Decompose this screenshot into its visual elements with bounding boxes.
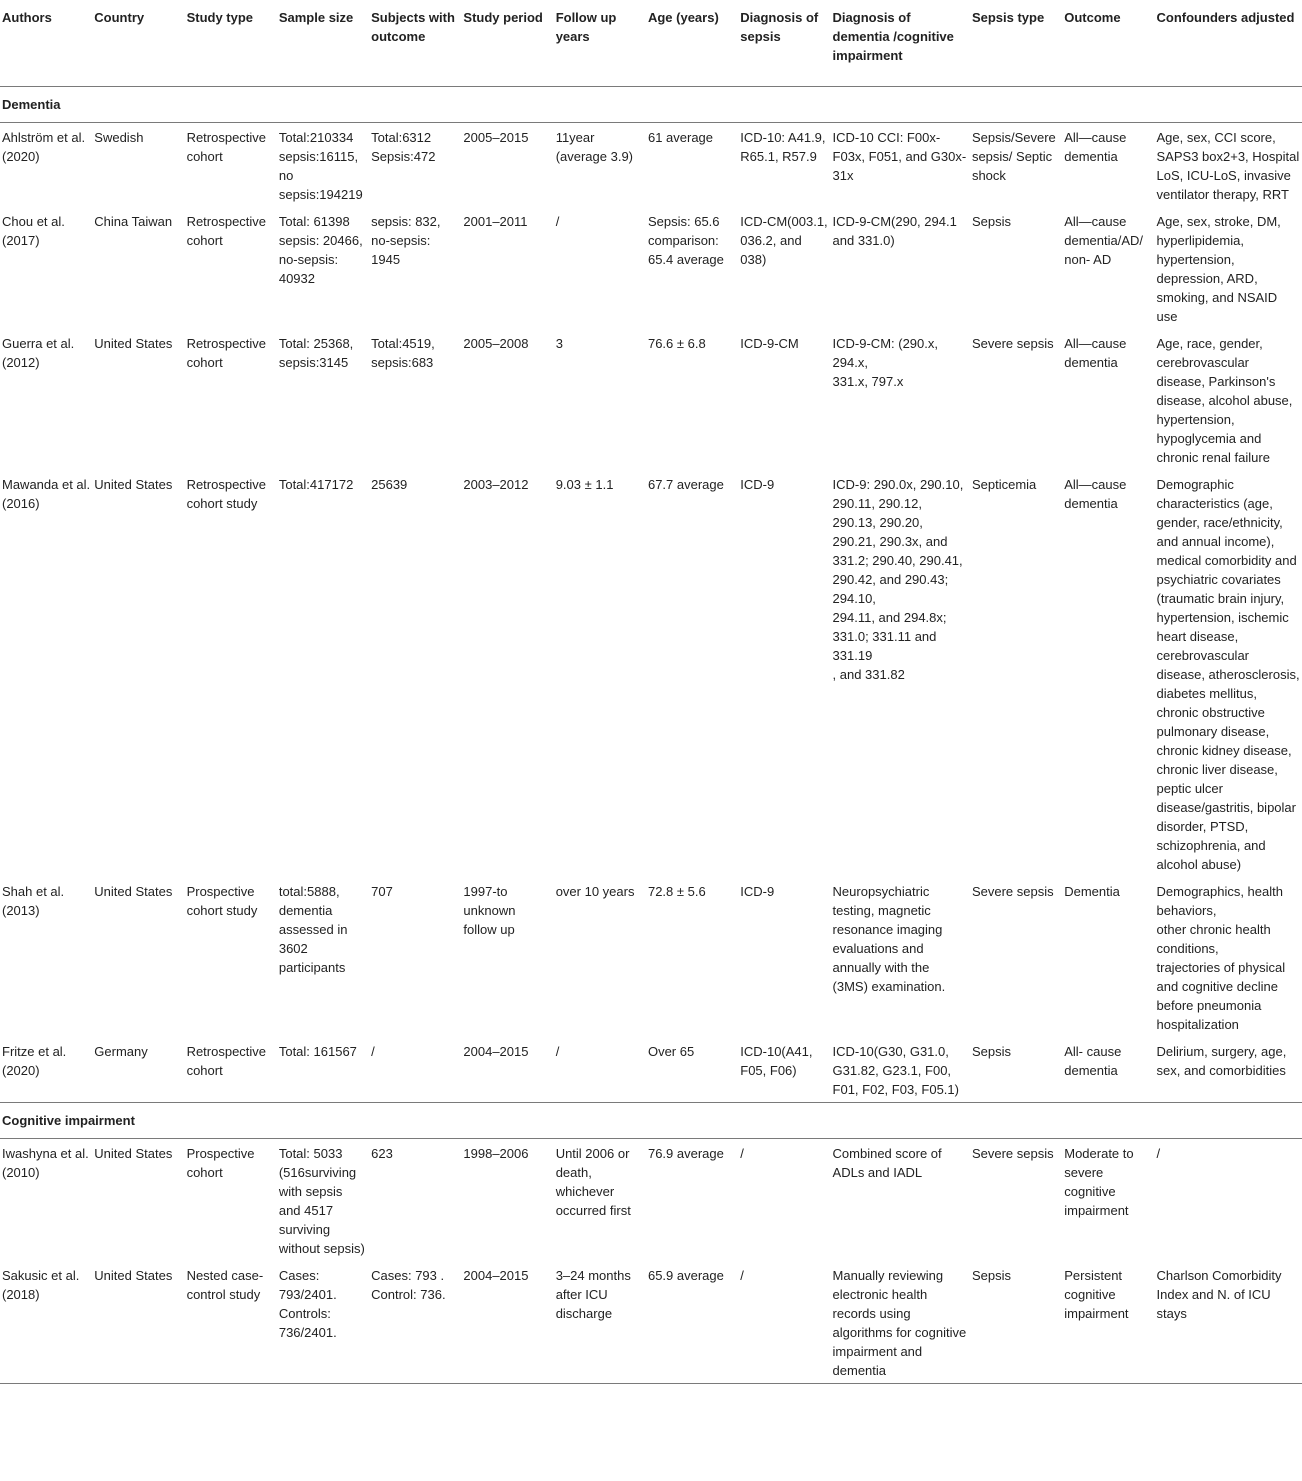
cell-study-type: Prospective cohort study [186, 884, 258, 918]
cell-sample-size: Total:210334 sepsis:16115, no sepsis:194219 [278, 130, 363, 202]
table-row [0, 207, 1302, 329]
table-row [0, 1037, 1302, 1103]
cell-age: 76.9 average [647, 1146, 724, 1161]
cell-study-type: Retrospective cohort [186, 336, 267, 370]
cell-confounders-adjusted: / [1156, 1146, 1161, 1161]
cell-confounders-adjusted: Age, sex, CCI score, SAPS3 box2+3, Hospital LoS, ICU-LoS, invasive ventilator therapy, RRT [1156, 130, 1300, 202]
header-row [0, 0, 1302, 87]
header-study-period: Study period [461, 0, 553, 87]
cell-diagnosis-of-dementia: ICD-10(G30, G31.0, G31.82, G23.1, F00, F01, F02, F03, F05.1) [832, 1044, 959, 1097]
cell-authors: Fritze et al. (2020) [2, 1044, 67, 1078]
section-header-row [0, 1103, 1302, 1139]
cell-study-type: Nested case-control study [185, 1261, 277, 1384]
cell-study-type: Prospective cohort [186, 1146, 255, 1180]
cell-age: Over 65 [647, 1044, 695, 1059]
cell-subjects-with-outcome: 623 [371, 1146, 393, 1161]
cell-age: 67.7 average [647, 477, 724, 492]
cell-subjects-with-outcome: Total:4519, sepsis:683 [371, 336, 435, 370]
header-authors: Authors [0, 0, 92, 87]
cell-follow-up-years: Until 2006 or death, whichever occurred first [555, 1146, 631, 1218]
cell-authors: Chou et al. (2017) [2, 214, 65, 248]
cell-country: Germany [94, 1044, 148, 1059]
cell-diagnosis-of-sepsis: ICD-9-CM [740, 336, 799, 351]
cell-diagnosis-of-sepsis: ICD-9 [740, 884, 775, 899]
cell-diagnosis-of-dementia: Neuropsychiatric testing, magnetic resonance imaging evaluations and annually with the (3MS) examination. [832, 884, 946, 994]
table-body [0, 87, 1302, 1384]
table-row [0, 123, 1302, 208]
table-row [0, 470, 1302, 877]
cell-authors: Sakusic et al. (2018) [0, 1261, 92, 1384]
cell-outcome: All- cause dementia [1064, 1044, 1122, 1078]
cell-study-period: 2003–2012 [463, 477, 529, 492]
header-outcome: Outcome [1062, 0, 1154, 87]
cell-authors: Guerra et al. (2012) [2, 336, 75, 370]
cell-outcome: All—cause dementia/AD/ non- AD [1064, 214, 1143, 267]
table-row [0, 329, 1302, 470]
cell-authors: Mawanda et al. (2016) [2, 477, 91, 511]
cell-subjects-with-outcome: sepsis: 832, no-sepsis: 1945 [371, 214, 441, 267]
cell-study-period: 2005–2015 [463, 130, 529, 145]
cell-country: United States [92, 1261, 184, 1384]
cell-diagnosis-of-dementia: Manually reviewing electronic health records using algorithms for cognitive impairment and dementia [831, 1261, 970, 1384]
cell-confounders-adjusted: Demographics, health behaviors, other chronic health conditions, trajectories of physical and cognitive decline before pneumonia hospitalization [1156, 884, 1286, 1032]
cell-age: 76.6 ± 6.8 [647, 336, 706, 351]
cell-sample-size: Total: 161567 [278, 1044, 357, 1059]
cell-study-type: Retrospective cohort study [186, 477, 267, 511]
cell-age: 61 average [647, 130, 714, 145]
cell-sample-size: Cases: 793/2401. Controls: 736/2401. [277, 1261, 369, 1384]
cell-diagnosis-of-sepsis: / [738, 1261, 830, 1384]
cell-study-type: Retrospective cohort [186, 130, 267, 164]
cell-confounders-adjusted: Charlson Comorbidity Index and N. of ICU stays [1155, 1261, 1302, 1384]
cell-outcome: Persistent cognitive impairment [1062, 1261, 1154, 1384]
cell-sepsis-type: Septicemia [971, 477, 1037, 492]
cell-diagnosis-of-sepsis: ICD-CM(003.1, 036.2, and 038) [740, 214, 828, 267]
cell-diagnosis-of-dementia: ICD-9: 290.0x, 290.10, 290.11, 290.12, 290.13, 290.20, 290.21, 290.3x, and 331.2; 290.40, 290.41, 290.42, and 290.43; 294.10, 294.11, and 294.8x; 331.0; 331.11 and 331.19 , and 331.82 [832, 477, 964, 682]
cell-outcome: All—cause dementia [1064, 477, 1127, 511]
header-diagnosis-of-dementia: Diagnosis of dementia /cognitive impairment [831, 0, 970, 87]
cell-study-type: Retrospective cohort [186, 214, 267, 248]
cell-confounders-adjusted: Demographic characteristics (age, gender, race/ethnicity, and annual income), medical comorbidity and psychiatric covariates (traumatic brain injury, hypertension, ischemic heart disease, cerebrovascular disease, atherosclerosis, diabetes mellitus, chronic obstructive pulmonary disease, chronic kidney disease, chronic liver disease, peptic ulcer disease/gastritis, bipolar disorder, PTSD, schizophrenia, and alcohol abuse) [1156, 477, 1300, 872]
cell-country: Swedish [94, 130, 144, 145]
header-diagnosis-of-sepsis: Diagnosis of sepsis [738, 0, 830, 87]
cell-sepsis-type: Sepsis [971, 1044, 1011, 1059]
cell-confounders-adjusted: Age, sex, stroke, DM, hyperlipidemia, hypertension, depression, ARD, smoking, and NSAID use [1156, 214, 1281, 324]
cell-authors: Iwashyna et al. (2010) [2, 1146, 89, 1180]
cell-sepsis-type: Severe sepsis [971, 336, 1054, 351]
cell-diagnosis-of-dementia: ICD-10 CCI: F00x-F03x, F051, and G30x-31x [832, 130, 967, 183]
cell-age: 65.9 average [646, 1261, 738, 1384]
cell-sepsis-type: Sepsis/Severe sepsis/ Septic shock [971, 130, 1056, 183]
header-confounders-adjusted: Confounders adjusted [1155, 0, 1302, 87]
section-title: Cognitive impairment [0, 1103, 1302, 1139]
cell-follow-up-years: over 10 years [555, 884, 635, 899]
cell-diagnosis-of-sepsis: ICD-10(A41, F05, F06) [740, 1044, 813, 1078]
cell-sepsis-type: Severe sepsis [971, 1146, 1054, 1161]
cell-sepsis-type: Sepsis [970, 1261, 1062, 1384]
cell-sample-size: Total: 61398 sepsis: 20466, no-sepsis: 40932 [278, 214, 363, 286]
cell-country: United States [94, 1146, 173, 1161]
cell-diagnosis-of-sepsis: / [740, 1146, 744, 1161]
cell-sample-size: Total: 25368, sepsis:3145 [278, 336, 354, 370]
cell-diagnosis-of-dementia: ICD-9-CM(290, 294.1 and 331.0) [832, 214, 957, 248]
cell-authors: Ahlström et al. (2020) [2, 130, 86, 164]
cell-sepsis-type: Sepsis [971, 214, 1011, 229]
table-row [0, 877, 1302, 1037]
cell-diagnosis-of-dementia: Combined score of ADLs and IADL [832, 1146, 942, 1180]
cell-outcome: All—cause dementia [1064, 130, 1127, 164]
section-header-row [0, 87, 1302, 123]
cell-diagnosis-of-sepsis: ICD-9 [740, 477, 775, 492]
cell-study-period: 2004–2015 [461, 1261, 553, 1384]
cell-study-type: Retrospective cohort [186, 1044, 267, 1078]
header-country: Country [92, 0, 184, 87]
cell-subjects-with-outcome: 707 [371, 884, 393, 899]
table-header [0, 0, 1302, 87]
cell-country: United States [94, 336, 173, 351]
cell-sepsis-type: Severe sepsis [971, 884, 1054, 899]
cell-sample-size: Total: 5033 (516surviving with sepsis and 4517 surviving without sepsis) [278, 1146, 365, 1256]
cell-outcome: Moderate to severe cognitive impairment [1064, 1146, 1134, 1218]
cell-outcome: All—cause dementia [1064, 336, 1127, 370]
cell-subjects-with-outcome: / [371, 1044, 375, 1059]
cell-follow-up-years: 3–24 months after ICU discharge [554, 1261, 646, 1384]
cell-diagnosis-of-sepsis: ICD-10: A41.9, R65.1, R57.9 [740, 130, 826, 164]
cell-age: Sepsis: 65.6 comparison: 65.4 average [647, 214, 724, 267]
header-age: Age (years) [646, 0, 738, 87]
table-row [0, 1139, 1302, 1262]
table-row [0, 1261, 1302, 1384]
cell-follow-up-years: 9.03 ± 1.1 [555, 477, 614, 492]
cell-country: United States [94, 884, 173, 899]
cell-country: United States [94, 477, 173, 492]
cell-confounders-adjusted: Delirium, surgery, age, sex, and comorbidities [1156, 1044, 1287, 1078]
cell-subjects-with-outcome: Total:6312 Sepsis:472 [371, 130, 436, 164]
cell-study-period: 1997-to unknown follow up [463, 884, 516, 937]
cell-study-period: 2005–2008 [463, 336, 529, 351]
header-study-type: Study type [185, 0, 277, 87]
cell-country: China Taiwan [94, 214, 173, 229]
cell-follow-up-years: / [555, 214, 560, 229]
cell-follow-up-years: 11year (average 3.9) [555, 130, 634, 164]
cell-diagnosis-of-dementia: ICD-9-CM: (290.x, 294.x, 331.x, 797.x [832, 336, 938, 389]
cell-subjects-with-outcome: 25639 [371, 477, 408, 492]
header-sepsis-type: Sepsis type [970, 0, 1062, 87]
cell-subjects-with-outcome: Cases: 793 . Control: 736. [369, 1261, 461, 1384]
header-sample-size: Sample size [277, 0, 369, 87]
cell-study-period: 2001–2011 [463, 214, 528, 229]
cell-study-period: 1998–2006 [463, 1146, 529, 1161]
cell-follow-up-years: / [555, 1044, 560, 1059]
cell-outcome: Dementia [1064, 884, 1120, 899]
header-subjects-with-outcome: Subjects with outcome [369, 0, 461, 87]
cell-follow-up-years: 3 [555, 336, 563, 351]
cell-sample-size: Total:417172 [278, 477, 354, 492]
cell-authors: Shah et al. (2013) [2, 884, 65, 918]
cell-age: 72.8 ± 5.6 [647, 884, 706, 899]
header-follow-up-years: Follow up years [554, 0, 646, 87]
cell-study-period: 2004–2015 [463, 1044, 529, 1059]
cell-sample-size: total:5888, dementia assessed in 3602 participants [278, 884, 348, 975]
section-title: Dementia [0, 87, 1302, 123]
cell-confounders-adjusted: Age, race, gender, cerebrovascular disease, Parkinson's disease, alcohol abuse, hypertension, hypoglycemia and chronic renal failure [1156, 336, 1293, 465]
